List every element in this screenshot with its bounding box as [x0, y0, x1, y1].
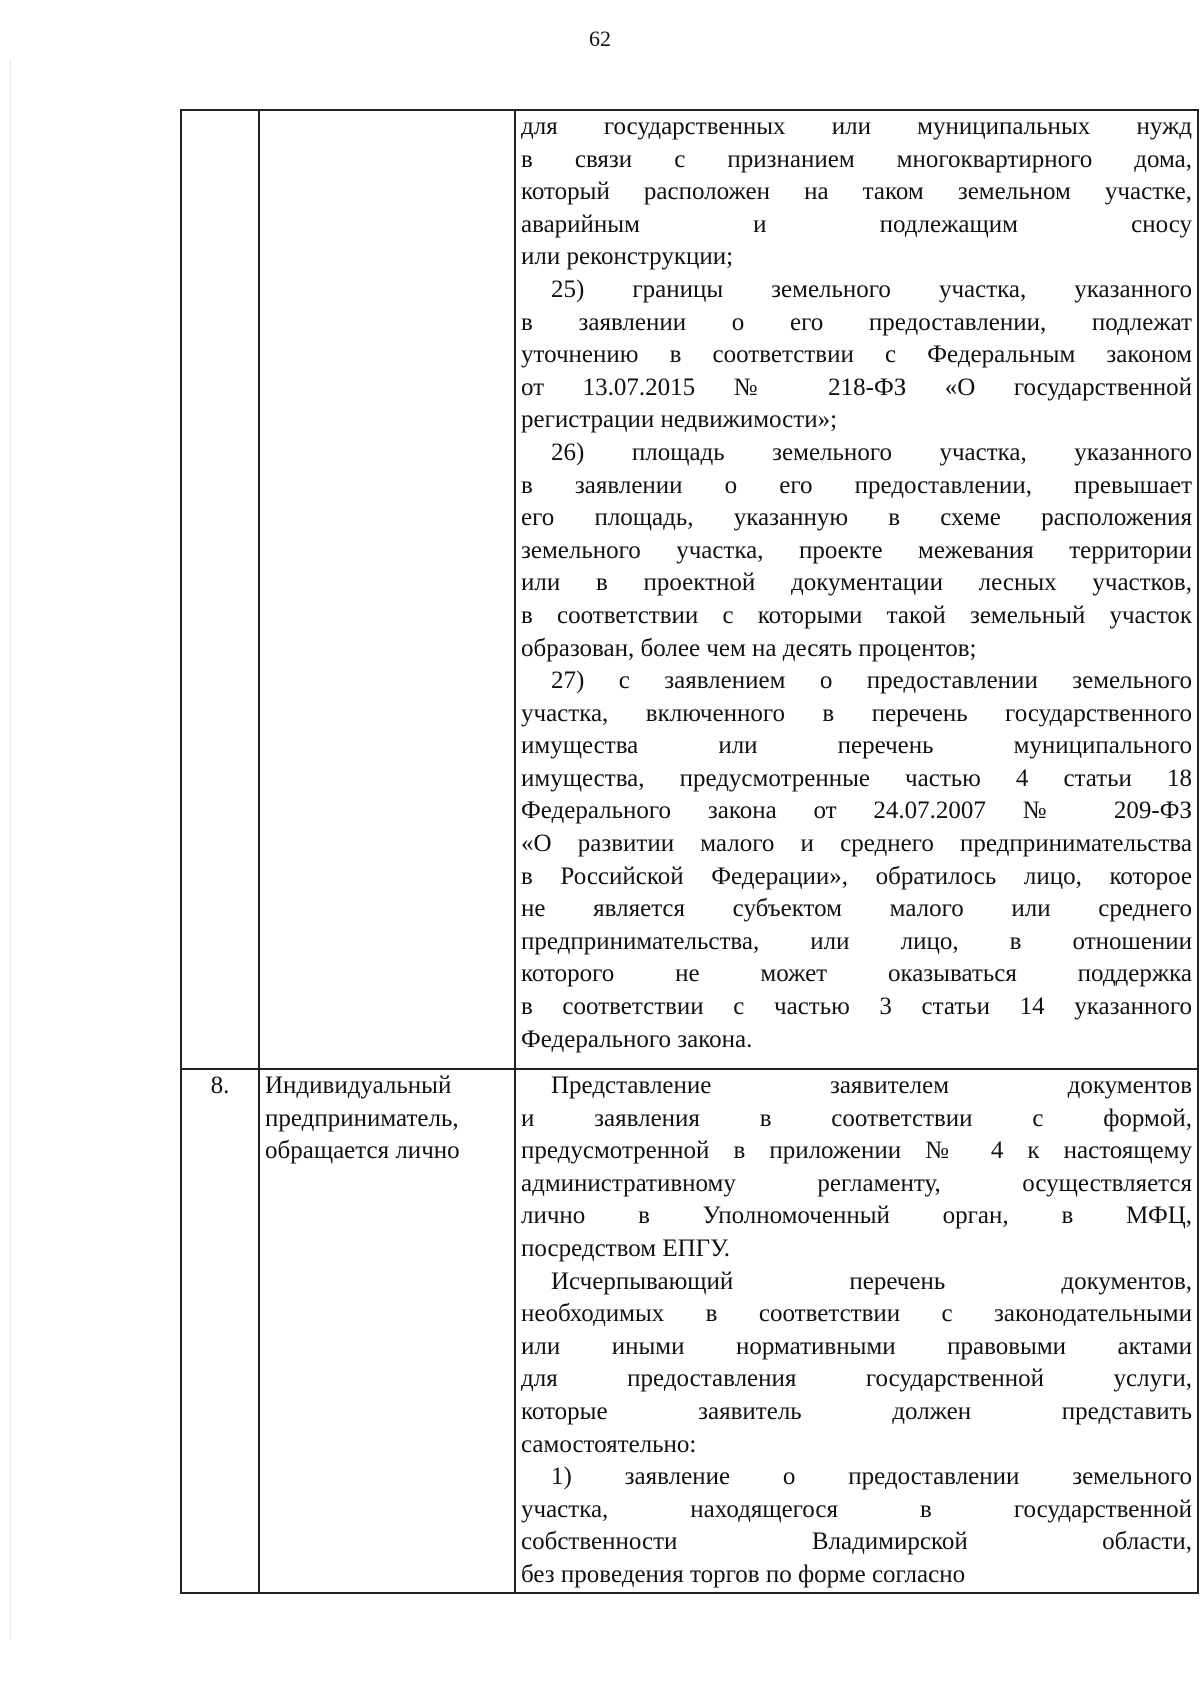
applicant-line: предприниматель, — [265, 1104, 459, 1132]
text-line: и заявления в соответствии с формой, — [521, 1104, 1192, 1132]
text-line: Федерального закона. — [521, 1025, 753, 1053]
text-line: участка, находящегося в государственной — [521, 1495, 1192, 1523]
text-line: для государственных или муниципальных нужд — [521, 113, 1192, 140]
text-line: посредством ЕПГУ. — [521, 1234, 730, 1262]
applicant-line: обращается лично — [265, 1137, 460, 1165]
text-line: от 13.07.2015 № 218-ФЗ «О государственной — [521, 373, 1192, 401]
text-line: «О развитии малого и среднего предпринимательства — [521, 830, 1192, 858]
conditions-text-cell — [515, 110, 1198, 1069]
text-paragraph — [521, 111, 1192, 274]
text-line: имущества или перечень муниципального — [521, 732, 1192, 760]
page-number: 62 — [589, 26, 611, 51]
text-line: в соответствии с частью 3 статьи 14 указанного — [521, 993, 1192, 1021]
text-line: Федерального закона от 24.07.2007 № 209-ФЗ — [521, 797, 1192, 825]
applicant-line: Индивидуальный — [265, 1072, 452, 1099]
text-line: необходимых в соответствии с законодательными — [521, 1300, 1192, 1328]
text-line: в заявлении о его предоставлении, превышает — [521, 471, 1192, 499]
text-paragraph — [521, 1461, 1192, 1591]
document-table — [180, 109, 1199, 1594]
text-line: в соответствии с которыми такой земельный участок — [521, 601, 1192, 629]
row-number-cell — [181, 110, 259, 1069]
text-line: аварийным и подлежащим сносу — [521, 210, 1192, 238]
text-line: его площадь, указанную в схеме расположения — [521, 504, 1192, 532]
text-line: предпринимательства, или лицо, в отношении — [521, 927, 1192, 955]
text-line: 1) заявление о предоставлении земельного — [551, 1463, 1192, 1491]
text-line: в заявлении о его предоставлении, подлежат — [521, 308, 1192, 336]
text-line: или реконструкции; — [521, 243, 734, 271]
text-paragraph — [521, 1266, 1192, 1462]
table-row-continuation — [181, 110, 1198, 1069]
scan-edge-marks — [10, 60, 13, 1640]
text-line: которого не может оказываться поддержка — [521, 960, 1192, 988]
text-line: уточнению в соответствии с Федеральным законом — [521, 341, 1192, 369]
text-line: без проведения торгов по форме согласно — [521, 1560, 966, 1588]
text-line: которые заявитель должен представить — [521, 1397, 1192, 1425]
text-line: 25) границы земельного участка, указанного — [551, 275, 1192, 303]
text-line: регистрации недвижимости»; — [521, 406, 838, 434]
table-row-8 — [181, 1069, 1198, 1593]
applicant-cell — [259, 1069, 515, 1593]
text-paragraph — [521, 274, 1192, 437]
text-line: предусмотренной в приложении № 4 к настоящему — [521, 1137, 1192, 1165]
text-line: Исчерпывающий перечень документов, — [551, 1267, 1192, 1295]
text-line: который расположен на таком земельном участке, — [521, 178, 1192, 206]
text-paragraph — [521, 1070, 1192, 1266]
text-line: имущества, предусмотренные частью 4 статьи 18 — [521, 764, 1192, 792]
text-line: в Российской Федерации», обратилось лицо, которое — [521, 862, 1192, 890]
text-line: 27) с заявлением о предоставлении земельного — [551, 667, 1192, 695]
text-line: участка, включенного в перечень государственного — [521, 699, 1192, 727]
text-paragraph — [521, 665, 1192, 1056]
text-line: собственности Владимирской области, — [521, 1528, 1192, 1556]
text-line: или иными нормативными правовыми актами — [521, 1332, 1192, 1360]
row-number-cell: 8. — [181, 1069, 259, 1593]
text-line: Представление заявителем документов — [551, 1072, 1192, 1099]
text-line: земельного участка, проекте межевания территории — [521, 536, 1192, 564]
text-paragraph — [521, 437, 1192, 665]
text-line: не является субъектом малого или среднего — [521, 895, 1192, 923]
text-line: образован, более чем на десять процентов; — [521, 634, 977, 662]
text-line: административному регламенту, осуществляется — [521, 1169, 1192, 1197]
text-line: или в проектной документации лесных участков, — [521, 569, 1192, 597]
conditions-text-cell — [515, 1069, 1198, 1593]
text-line: 26) площадь земельного участка, указанного — [551, 438, 1192, 466]
text-line: для предоставления государственной услуги, — [521, 1365, 1192, 1393]
text-line: лично в Уполномоченный орган, в МФЦ, — [521, 1202, 1192, 1230]
text-line: самостоятельно: — [521, 1430, 697, 1458]
text-line: в связи с признанием многоквартирного дома, — [521, 145, 1192, 173]
applicant-cell — [259, 110, 515, 1069]
